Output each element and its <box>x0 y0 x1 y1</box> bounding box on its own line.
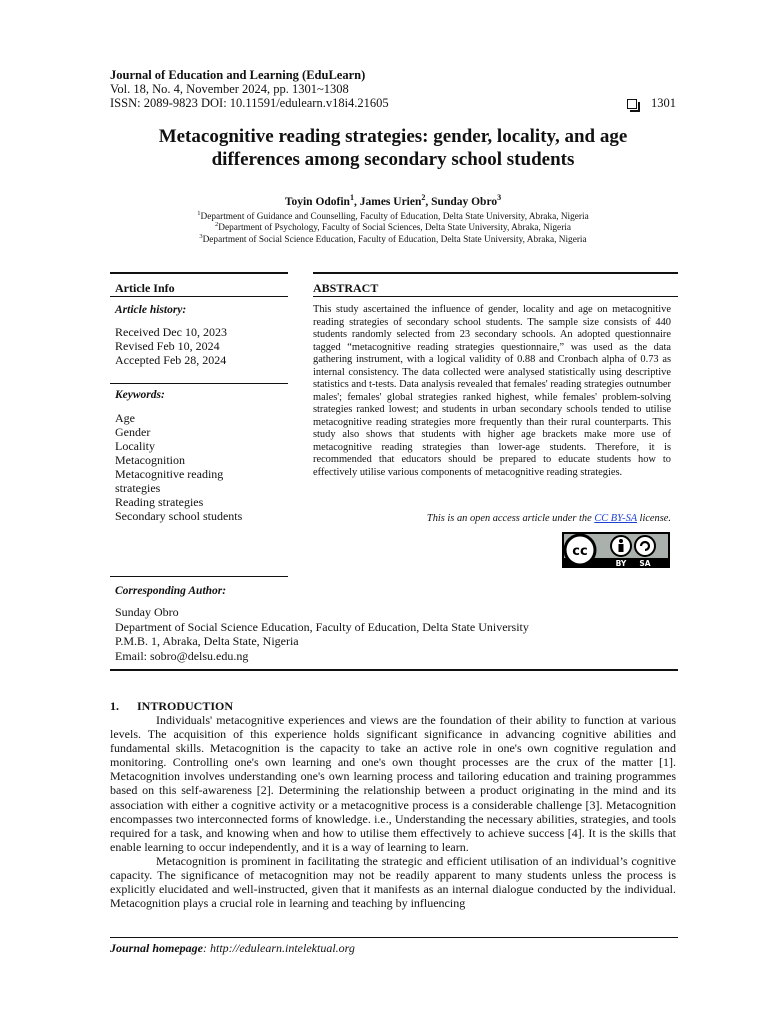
section-heading <box>110 699 233 714</box>
accepted-date: Accepted Feb 28, 2024 <box>115 353 227 367</box>
author-sup: 2 <box>421 193 426 203</box>
divider <box>110 383 288 384</box>
corresponding-author-label: Corresponding Author: <box>115 585 227 597</box>
journal-volume: Vol. 18, No. 4, November 2024, pp. 1301~1308 <box>110 82 349 96</box>
affiliation-text: Department of Social Science Education, Faculty of Education, Delta State University, Abraka, Nigeria <box>202 235 587 245</box>
author-list <box>110 193 676 208</box>
title-line: Metacognitive reading strategies: gender, locality, and age <box>158 126 628 147</box>
journal-issn-doi: ISSN: 2089-9823 DOI: 10.11591/edulearn.v18i4.21605 <box>110 96 389 110</box>
author-separator: , <box>425 196 432 208</box>
by-person-body <box>619 544 624 552</box>
square-bullet-icon <box>627 99 637 109</box>
affiliation-text: Department of Guidance and Counselling, Faculty of Education, Delta State University, Abraka, Nigeria <box>200 212 589 222</box>
article-info-heading: Article Info <box>115 281 175 295</box>
affiliation-sup: 1 <box>197 209 201 217</box>
corresponding-address: P.M.B. 1, Abraka, Delta State, Nigeria <box>115 634 299 649</box>
corresponding-department: Department of Social Science Education, Faculty of Education, Delta State University <box>115 619 529 634</box>
badge-sa-label: SA <box>639 559 651 568</box>
section-title: INTRODUCTION <box>137 699 234 713</box>
keyword: Gender <box>115 425 151 439</box>
homepage-label: Journal homepage <box>110 941 204 955</box>
footer-divider <box>110 937 678 938</box>
badge-by-label: BY <box>615 559 627 568</box>
affiliation-text: Department of Psychology, Faculty of Social Sciences, Delta State University, Abraka, Nigeria <box>218 223 571 233</box>
article-dates <box>115 325 227 367</box>
section-number: 1. <box>110 699 119 713</box>
author-name: James Urien <box>359 196 422 208</box>
divider <box>110 669 678 671</box>
open-access-text: license. <box>636 513 671 524</box>
keyword: Secondary school students <box>115 509 243 523</box>
keyword: Locality <box>115 439 155 453</box>
cc-by-sa-badge[interactable] <box>562 532 670 568</box>
corresponding-author-details <box>115 605 529 664</box>
journal-homepage <box>110 941 355 956</box>
author-separator: , <box>353 196 360 208</box>
received-date: Received Dec 10, 2023 <box>115 325 227 339</box>
affiliation <box>110 222 676 234</box>
paper-title <box>110 125 676 171</box>
keyword: Metacognition <box>115 453 185 467</box>
keyword: strategies <box>115 481 161 495</box>
title-line: differences among secondary school students <box>211 149 575 170</box>
page-number: 1301 <box>651 96 676 110</box>
open-access-note <box>313 513 671 524</box>
license-link[interactable]: CC BY-SA <box>594 513 637 524</box>
abstract-heading: ABSTRACT <box>313 281 379 295</box>
divider <box>313 272 678 274</box>
sa-share-icon <box>635 536 655 556</box>
keyword: Metacognitive reading <box>115 467 224 481</box>
corresponding-email: Email: sobro@delsu.edu.ng <box>115 649 249 664</box>
paragraph: Individuals' metacognitive experiences and views are the foundation of their ability to function at various levels. The acquisition of this experience holds significant significance in advancing cognitive abilities and fundamental skills. Metacognition is the capacity to take an active role in one's own cognitive regulation and monitoring. Controlling one's own learning and one's own thought processes are the crux of the matter [1]. Metacognition involves understanding one's own learning process and tailoring education and training programmes based on this self-awareness [2]. Determining the relationship between a product originating in the mind and its association with either a cognitive activity or a metacognitive process is a considerable challenge [3]. Metacognition encompasses two interconnected forms of knowledge. i.e., Understanding the necessary abilities, strategies, and tools required for a task, and knowing when and how to utilise them effectively to achieve success [4]. It is the skills that enable learning to occur independently, and it is a way of learning to learn. <box>110 713 676 854</box>
by-person-head <box>619 539 623 543</box>
keyword: Reading strategies <box>115 495 204 509</box>
revised-date: Revised Feb 10, 2024 <box>115 339 220 353</box>
homepage-url[interactable]: : http://edulearn.intelektual.org <box>203 941 355 955</box>
author-sup: 1 <box>349 193 354 203</box>
intro-body <box>110 713 676 910</box>
corresponding-name: Sunday Obro <box>115 605 179 619</box>
keyword: Age <box>115 411 135 425</box>
divider <box>110 576 288 577</box>
affiliation <box>110 234 676 246</box>
keywords-label: Keywords: <box>115 389 165 401</box>
affiliation-sup: 2 <box>214 220 219 228</box>
author-name: Toyin Odofin <box>284 196 350 208</box>
cc-icon-glyph: cc <box>572 544 588 559</box>
article-history-label: Article history: <box>115 304 187 316</box>
affiliation-sup: 3 <box>199 232 203 240</box>
author-sup: 3 <box>497 193 502 203</box>
journal-name: Journal of Education and Learning (EduLearn) <box>110 68 366 82</box>
divider <box>110 296 288 297</box>
divider <box>313 296 678 297</box>
page-number-block <box>627 96 676 111</box>
divider <box>110 272 288 274</box>
author-name: Sunday Obro <box>431 196 498 208</box>
open-access-text: This is an open access article under the <box>426 513 595 524</box>
abstract-text: This study ascertained the influence of gender, locality and age on metacognitive reading strategies of secondary school students. The sample size consists of 440 students randomly selected from 23 secondary schools. An adopted questionnaire tagged “metacognitive reading strategies questionnaire,” was used as the data gathering instrument, with a logical validity of 0.88 and Cronbach alpha of 0.73 as internal consistency. The data collected were analysed statistically using descriptive statistics and t-tests. Data analysis revealed that females' reading strategies outnumber males'; females' global strategies ranked highest, while females' problem-solving strategies ranked lowest; and students in urban secondary schools tended to utilise metacognitive reading strategies more frequently than their rural counterparts. This study also shows that students with higher age brackets make more use of metacognitive reading strategies than lower-age students. Therefore, it is recommended that educators should be prepared to educate students how to effectively utilise various components of metacognitive reading strategies. <box>313 304 671 478</box>
paragraph: Metacognition is prominent in facilitating the strategic and efficient utilisation of an individual’s cognitive capacity. The significance of metacognition may not be readily apparent to many students unless the process is explicitly elucidated and well-instructed, given that it manifests as an internal dialogue conducted by the individual. Metacognition plays a crucial role in learning and teaching by influencing <box>110 853 676 911</box>
keyword-list <box>115 411 242 523</box>
